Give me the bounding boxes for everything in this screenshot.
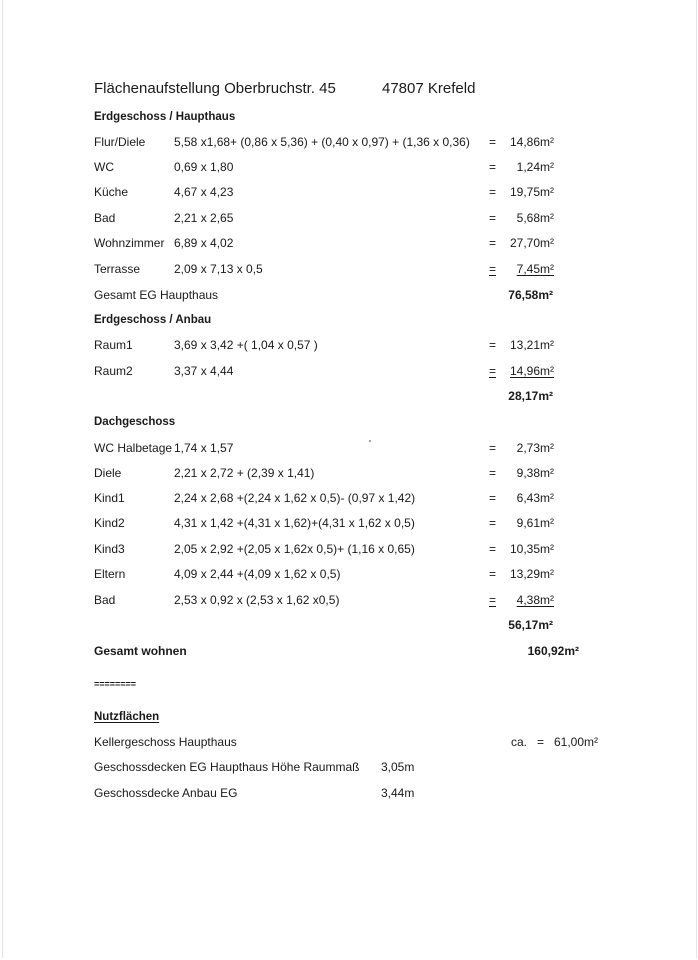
equals-sign: = (489, 542, 497, 556)
equals-sign: = (489, 211, 497, 225)
area-value: 9,38m² (516, 466, 554, 480)
room-formula: 4,09 x 2,44 +(4,09 x 1,62 x 0,5) (174, 567, 341, 581)
room-label: Wohnzimmer (94, 236, 165, 250)
room-formula: 6,89 x 4,02 (174, 236, 234, 250)
equals-sign: = (489, 364, 497, 378)
section-heading-nutzflaechen: Nutzflächen (94, 711, 160, 723)
section-heading-dachgeschoss: Dachgeschoss (94, 416, 176, 428)
area-value: 9,61m² (516, 516, 554, 530)
equals-sign: = (489, 441, 497, 455)
equals-sign: = (489, 567, 497, 581)
keller-ca: ca. (511, 735, 528, 749)
document-city: 47807 Krefeld (382, 80, 476, 97)
decke-anbau-label: Geschossdecke Anbau EG (94, 786, 238, 800)
room-formula: 2,09 x 7,13 x 0,5 (174, 262, 263, 276)
room-formula: 0,69 x 1,80 (174, 160, 234, 174)
room-formula: 3,37 x 4,44 (174, 364, 234, 378)
room-formula: 4,67 x 4,23 (174, 185, 234, 199)
room-formula: 2,24 x 2,68 +(2,24 x 1,62 x 0,5)- (0,97 x 1,42) (174, 491, 416, 505)
document-title: Flächenaufstellung Oberbruchstr. 45 (94, 80, 336, 97)
room-formula: 3,69 x 3,42 +( 1,04 x 0,57 ) (174, 338, 318, 352)
area-value: 6,43m² (516, 491, 554, 505)
area-value: 14,86m² (509, 135, 554, 149)
area-value: 2,73m² (516, 441, 554, 455)
equals-sign: = (489, 338, 497, 352)
area-value: 13,29m² (509, 567, 554, 581)
keller-value: 61,00m² (553, 735, 598, 749)
section-heading-eg-anbau: Erdgeschoss / Anbau (94, 314, 212, 326)
area-value: 10,35m² (509, 542, 554, 556)
room-label: Flur/Diele (94, 135, 146, 149)
room-label: Bad (94, 211, 116, 225)
separator-line: ======== (94, 679, 137, 689)
room-formula: 4,31 x 1,42 +(4,31 x 1,62)+(4,31 x 1,62 x 0,5) (174, 516, 415, 530)
equals-sign: = (489, 160, 497, 174)
equals-sign: = (489, 593, 497, 607)
equals-sign: = (489, 262, 497, 276)
room-label: Raum1 (94, 338, 133, 352)
area-value: 5,68m² (516, 211, 554, 225)
equals-sign: = (489, 466, 497, 480)
equals-sign: = (489, 236, 497, 250)
scan-speck (369, 440, 371, 442)
room-label: Kind1 (94, 491, 125, 505)
area-value: 13,21m² (509, 338, 554, 352)
equals-sign: = (489, 491, 497, 505)
equals-sign: = (489, 185, 497, 199)
room-label: Diele (94, 466, 122, 480)
room-label: WC (94, 160, 114, 174)
keller-label: Kellergeschoss Haupthaus (94, 735, 237, 749)
grand-total-label: Gesamt wohnen (94, 644, 187, 658)
room-label: Terrasse (94, 262, 141, 276)
room-formula: 2,53 x 0,92 x (2,53 x 1,62 x0,5) (174, 593, 340, 607)
room-label: Eltern (94, 567, 126, 581)
area-value: 4,38m² (516, 593, 554, 607)
room-formula: 5,58 x1,68+ (0,86 x 5,36) + (0,40 x 0,97) + (1,36 x 0,36) (174, 135, 470, 149)
room-formula: 2,21 x 2,72 + (2,39 x 1,41) (174, 466, 315, 480)
room-formula: 1,74 x 1,57 (174, 441, 234, 455)
keller-equals-sign: = (537, 735, 545, 749)
area-value: 27,70m² (509, 236, 554, 250)
room-label: Kind3 (94, 542, 125, 556)
area-value: 14,96m² (509, 364, 554, 378)
area-value: 1,24m² (516, 160, 554, 174)
room-formula: 2,05 x 2,92 +(2,05 x 1,62x 0,5)+ (1,16 x 0,65) (174, 542, 415, 556)
total-value-eg-anbau: 28,17m² (508, 389, 553, 403)
decke-anbau-value: 3,44m (381, 786, 415, 800)
grand-total-value: 160,92m² (527, 644, 579, 658)
equals-sign: = (489, 135, 497, 149)
room-label: Raum2 (94, 364, 133, 378)
total-label-eg-haupthaus: Gesamt EG Haupthaus (94, 288, 219, 302)
room-label: WC Halbetage (94, 441, 173, 455)
room-label: Küche (94, 185, 129, 199)
room-formula: 2,21 x 2,65 (174, 211, 234, 225)
area-value: 19,75m² (509, 185, 554, 199)
room-label: Bad (94, 593, 116, 607)
decke-eg-value: 3,05m (381, 760, 415, 774)
section-heading-eg-haupthaus: Erdgeschoss / Haupthaus (94, 111, 236, 123)
equals-sign: = (489, 516, 497, 530)
area-value: 7,45m² (516, 262, 554, 276)
decke-eg-label: Geschossdecken EG Haupthaus Höhe Raummaß (94, 760, 360, 774)
total-value-dachgeschoss: 56,17m² (508, 618, 553, 632)
room-label: Kind2 (94, 516, 125, 530)
total-value-eg-haupthaus: 76,58m² (508, 288, 553, 302)
